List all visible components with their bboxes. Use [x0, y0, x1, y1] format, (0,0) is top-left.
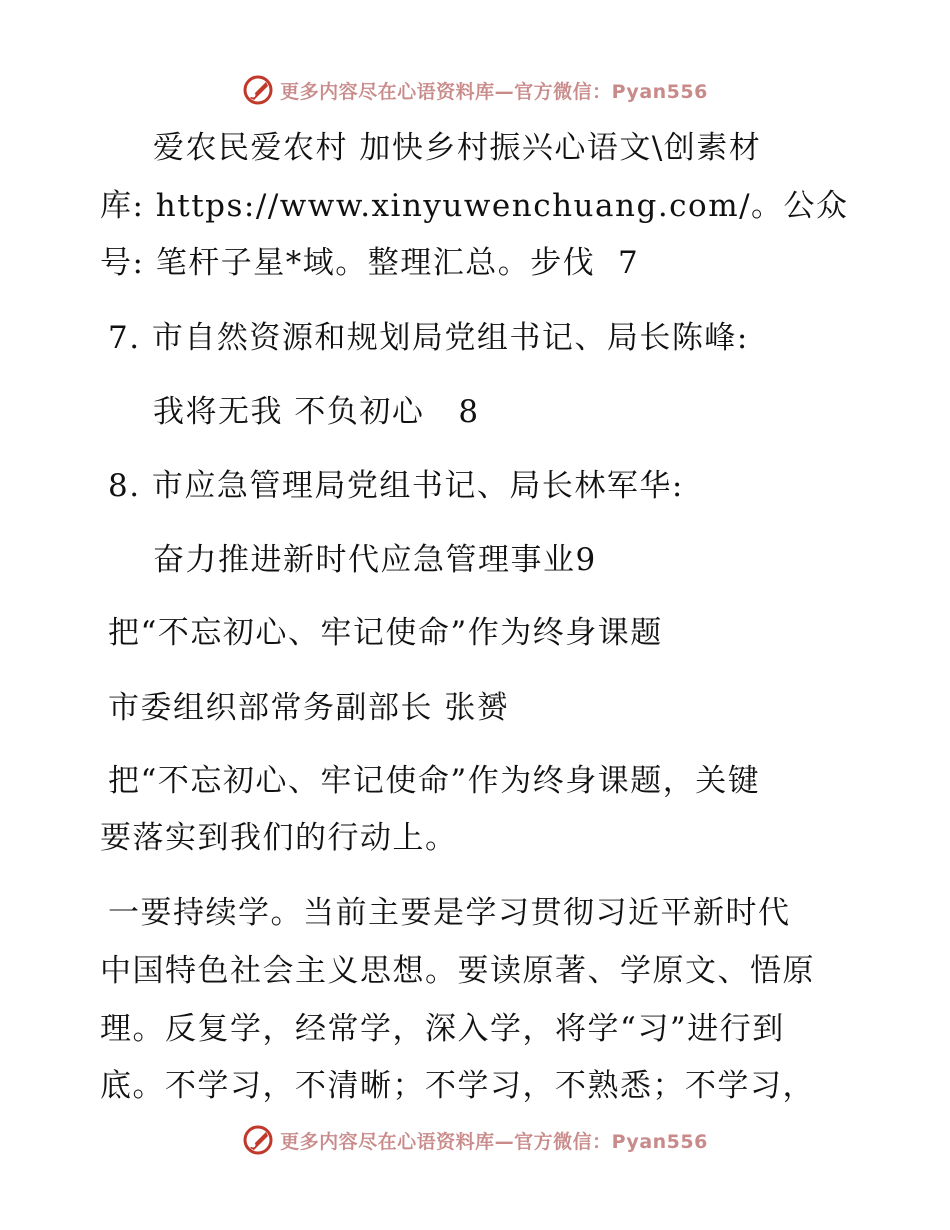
body-line: 爱农民爱农村 加快乡村振兴心语文\创素材 [153, 130, 762, 166]
paragraph-line: 底。不学习，不清晰；不学习，不熟悉；不学习， [100, 1068, 815, 1104]
red-quill-seal-icon [242, 1124, 274, 1156]
toc-entry: 7. 市自然资源和规划局党组书记、局长陈峰: [108, 320, 749, 356]
paragraph-line: 中国特色社会主义思想。要读原著、学原文、悟原 [100, 953, 815, 989]
paragraph-line: 要落实到我们的行动上。 [100, 820, 458, 856]
body-line: 号: 笔杆子星*域。整理汇总。步伐 7 [100, 245, 640, 281]
toc-entry-title: 我将无我 不负初心 8 [153, 394, 480, 430]
article-author: 市委组织部常务副部长 张赟 [108, 690, 510, 726]
watermark-text: 更多内容尽在心语资料库—官方微信：Pyan556 [280, 1130, 708, 1153]
paragraph-line: 一要持续学。当前主要是学习贯彻习近平新时代 [108, 895, 791, 931]
watermark-text: 更多内容尽在心语资料库—官方微信：Pyan556 [280, 80, 708, 103]
article-title: 把“不忘初心、牢记使命”作为终身课题 [108, 615, 663, 651]
watermark-banner-bottom [0, 1120, 950, 1160]
red-quill-seal-icon [242, 74, 274, 106]
paragraph-line: 把“不忘初心、牢记使命”作为终身课题，关键 [108, 763, 761, 799]
paragraph-line: 理。反复学，经常学，深入学，将学“习”进行到 [100, 1011, 785, 1047]
toc-entry-title: 奋力推进新时代应急管理事业9 [153, 542, 597, 578]
body-line: 库: https://www.xinyuwenchuang.com/。公众 [100, 188, 849, 224]
watermark-banner-top [0, 70, 950, 110]
toc-entry: 8. 市应急管理局党组书记、局长林军华: [108, 468, 684, 504]
